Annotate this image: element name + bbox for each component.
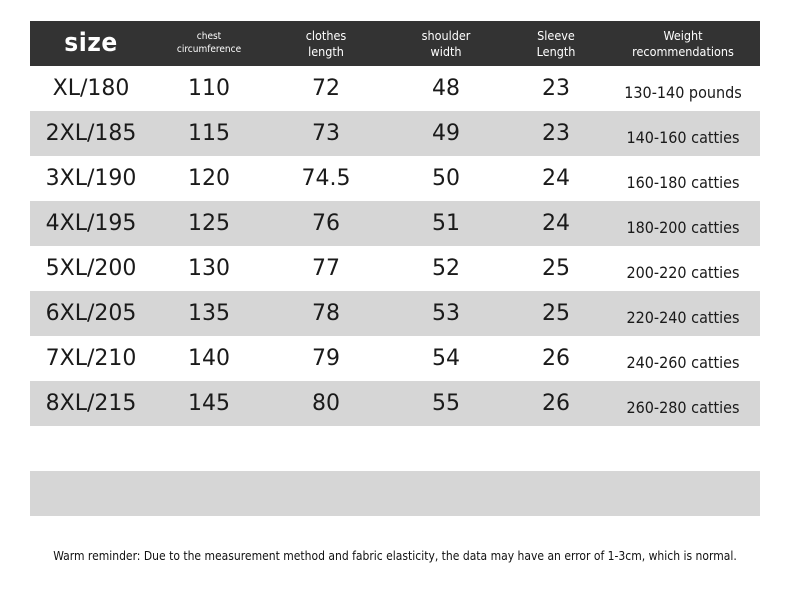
header-clothes-line2: length xyxy=(308,43,344,59)
size-cell: XL/180 xyxy=(52,76,130,101)
size-cell: 3XL/190 xyxy=(45,166,137,191)
length-cell: 77 xyxy=(312,256,340,281)
header-sleeve-line1: Sleeve xyxy=(537,27,575,43)
shoulder-cell: 55 xyxy=(432,391,460,416)
sleeve-cell: 26 xyxy=(542,346,570,371)
shoulder-cell: 49 xyxy=(432,121,460,146)
chest-cell: 115 xyxy=(188,121,230,146)
size-chart-table xyxy=(30,21,760,516)
header-weight-line2: recommendations xyxy=(632,43,734,59)
chest-cell: 110 xyxy=(188,76,230,101)
chest-cell: 135 xyxy=(188,301,230,326)
weight-cell: 200-220 catties xyxy=(626,263,740,282)
header-chest-line2: circumference xyxy=(176,43,242,55)
shoulder-cell: 51 xyxy=(432,211,460,236)
header-shoulder-line1: shoulder xyxy=(421,27,471,43)
sleeve-cell: 23 xyxy=(542,76,570,101)
header-sleeve-line2: Length xyxy=(536,43,576,59)
size-cell: 8XL/215 xyxy=(45,391,137,416)
sleeve-cell: 24 xyxy=(542,211,570,236)
length-cell: 74.5 xyxy=(301,166,351,191)
length-cell: 73 xyxy=(312,121,340,146)
length-cell: 79 xyxy=(312,346,340,371)
empty-row xyxy=(30,471,760,516)
weight-cell: 130-140 pounds xyxy=(624,83,742,102)
header-weight xyxy=(606,28,760,59)
sleeve-cell: 25 xyxy=(542,301,570,326)
length-cell: 72 xyxy=(312,76,340,101)
weight-cell: 140-160 catties xyxy=(626,128,740,147)
header-size xyxy=(30,27,152,60)
sleeve-cell: 26 xyxy=(542,391,570,416)
sleeve-cell: 24 xyxy=(542,166,570,191)
sleeve-cell: 23 xyxy=(542,121,570,146)
header-sleeve-length xyxy=(506,28,606,59)
weight-cell: 160-180 catties xyxy=(626,173,740,192)
length-cell: 76 xyxy=(312,211,340,236)
size-cell: 5XL/200 xyxy=(45,256,137,281)
weight-cell: 180-200 catties xyxy=(626,218,740,237)
table-row xyxy=(30,201,760,246)
table-row xyxy=(30,291,760,336)
length-cell: 78 xyxy=(312,301,340,326)
header-chest-line1: chest xyxy=(196,31,222,42)
header-clothes-length xyxy=(266,28,386,59)
length-cell: 80 xyxy=(312,391,340,416)
header-shoulder-line2: width xyxy=(430,43,462,59)
sleeve-cell: 25 xyxy=(542,256,570,281)
size-cell: 7XL/210 xyxy=(45,346,137,371)
shoulder-cell: 54 xyxy=(432,346,460,371)
chest-cell: 120 xyxy=(188,166,230,191)
shoulder-cell: 50 xyxy=(432,166,460,191)
weight-cell: 240-260 catties xyxy=(626,353,740,372)
shoulder-cell: 52 xyxy=(432,256,460,281)
header-shoulder-width xyxy=(386,28,506,59)
size-cell: 2XL/185 xyxy=(45,121,137,146)
weight-cell: 220-240 catties xyxy=(626,308,740,327)
table-row xyxy=(30,111,760,156)
header-clothes-line1: clothes xyxy=(305,27,347,43)
chest-cell: 145 xyxy=(188,391,230,416)
warm-reminder-note: Warm reminder: Due to the measurement method and fabric elasticity, the data may have an error of 1-3cm, which is normal. xyxy=(53,549,737,563)
header-weight-line1: Weight xyxy=(663,27,703,43)
size-cell: 6XL/205 xyxy=(45,301,137,326)
weight-cell: 260-280 catties xyxy=(626,398,740,417)
header-chest xyxy=(152,31,266,56)
shoulder-cell: 48 xyxy=(432,76,460,101)
table-row xyxy=(30,66,760,111)
table-row xyxy=(30,156,760,201)
table-header xyxy=(30,21,760,66)
table-row xyxy=(30,336,760,381)
chest-cell: 140 xyxy=(188,346,230,371)
table-row xyxy=(30,381,760,426)
empty-row xyxy=(30,426,760,471)
chest-cell: 125 xyxy=(188,211,230,236)
chest-cell: 130 xyxy=(188,256,230,281)
header-size-label: size xyxy=(64,28,118,59)
table-row xyxy=(30,246,760,291)
size-cell: 4XL/195 xyxy=(45,211,137,236)
shoulder-cell: 53 xyxy=(432,301,460,326)
